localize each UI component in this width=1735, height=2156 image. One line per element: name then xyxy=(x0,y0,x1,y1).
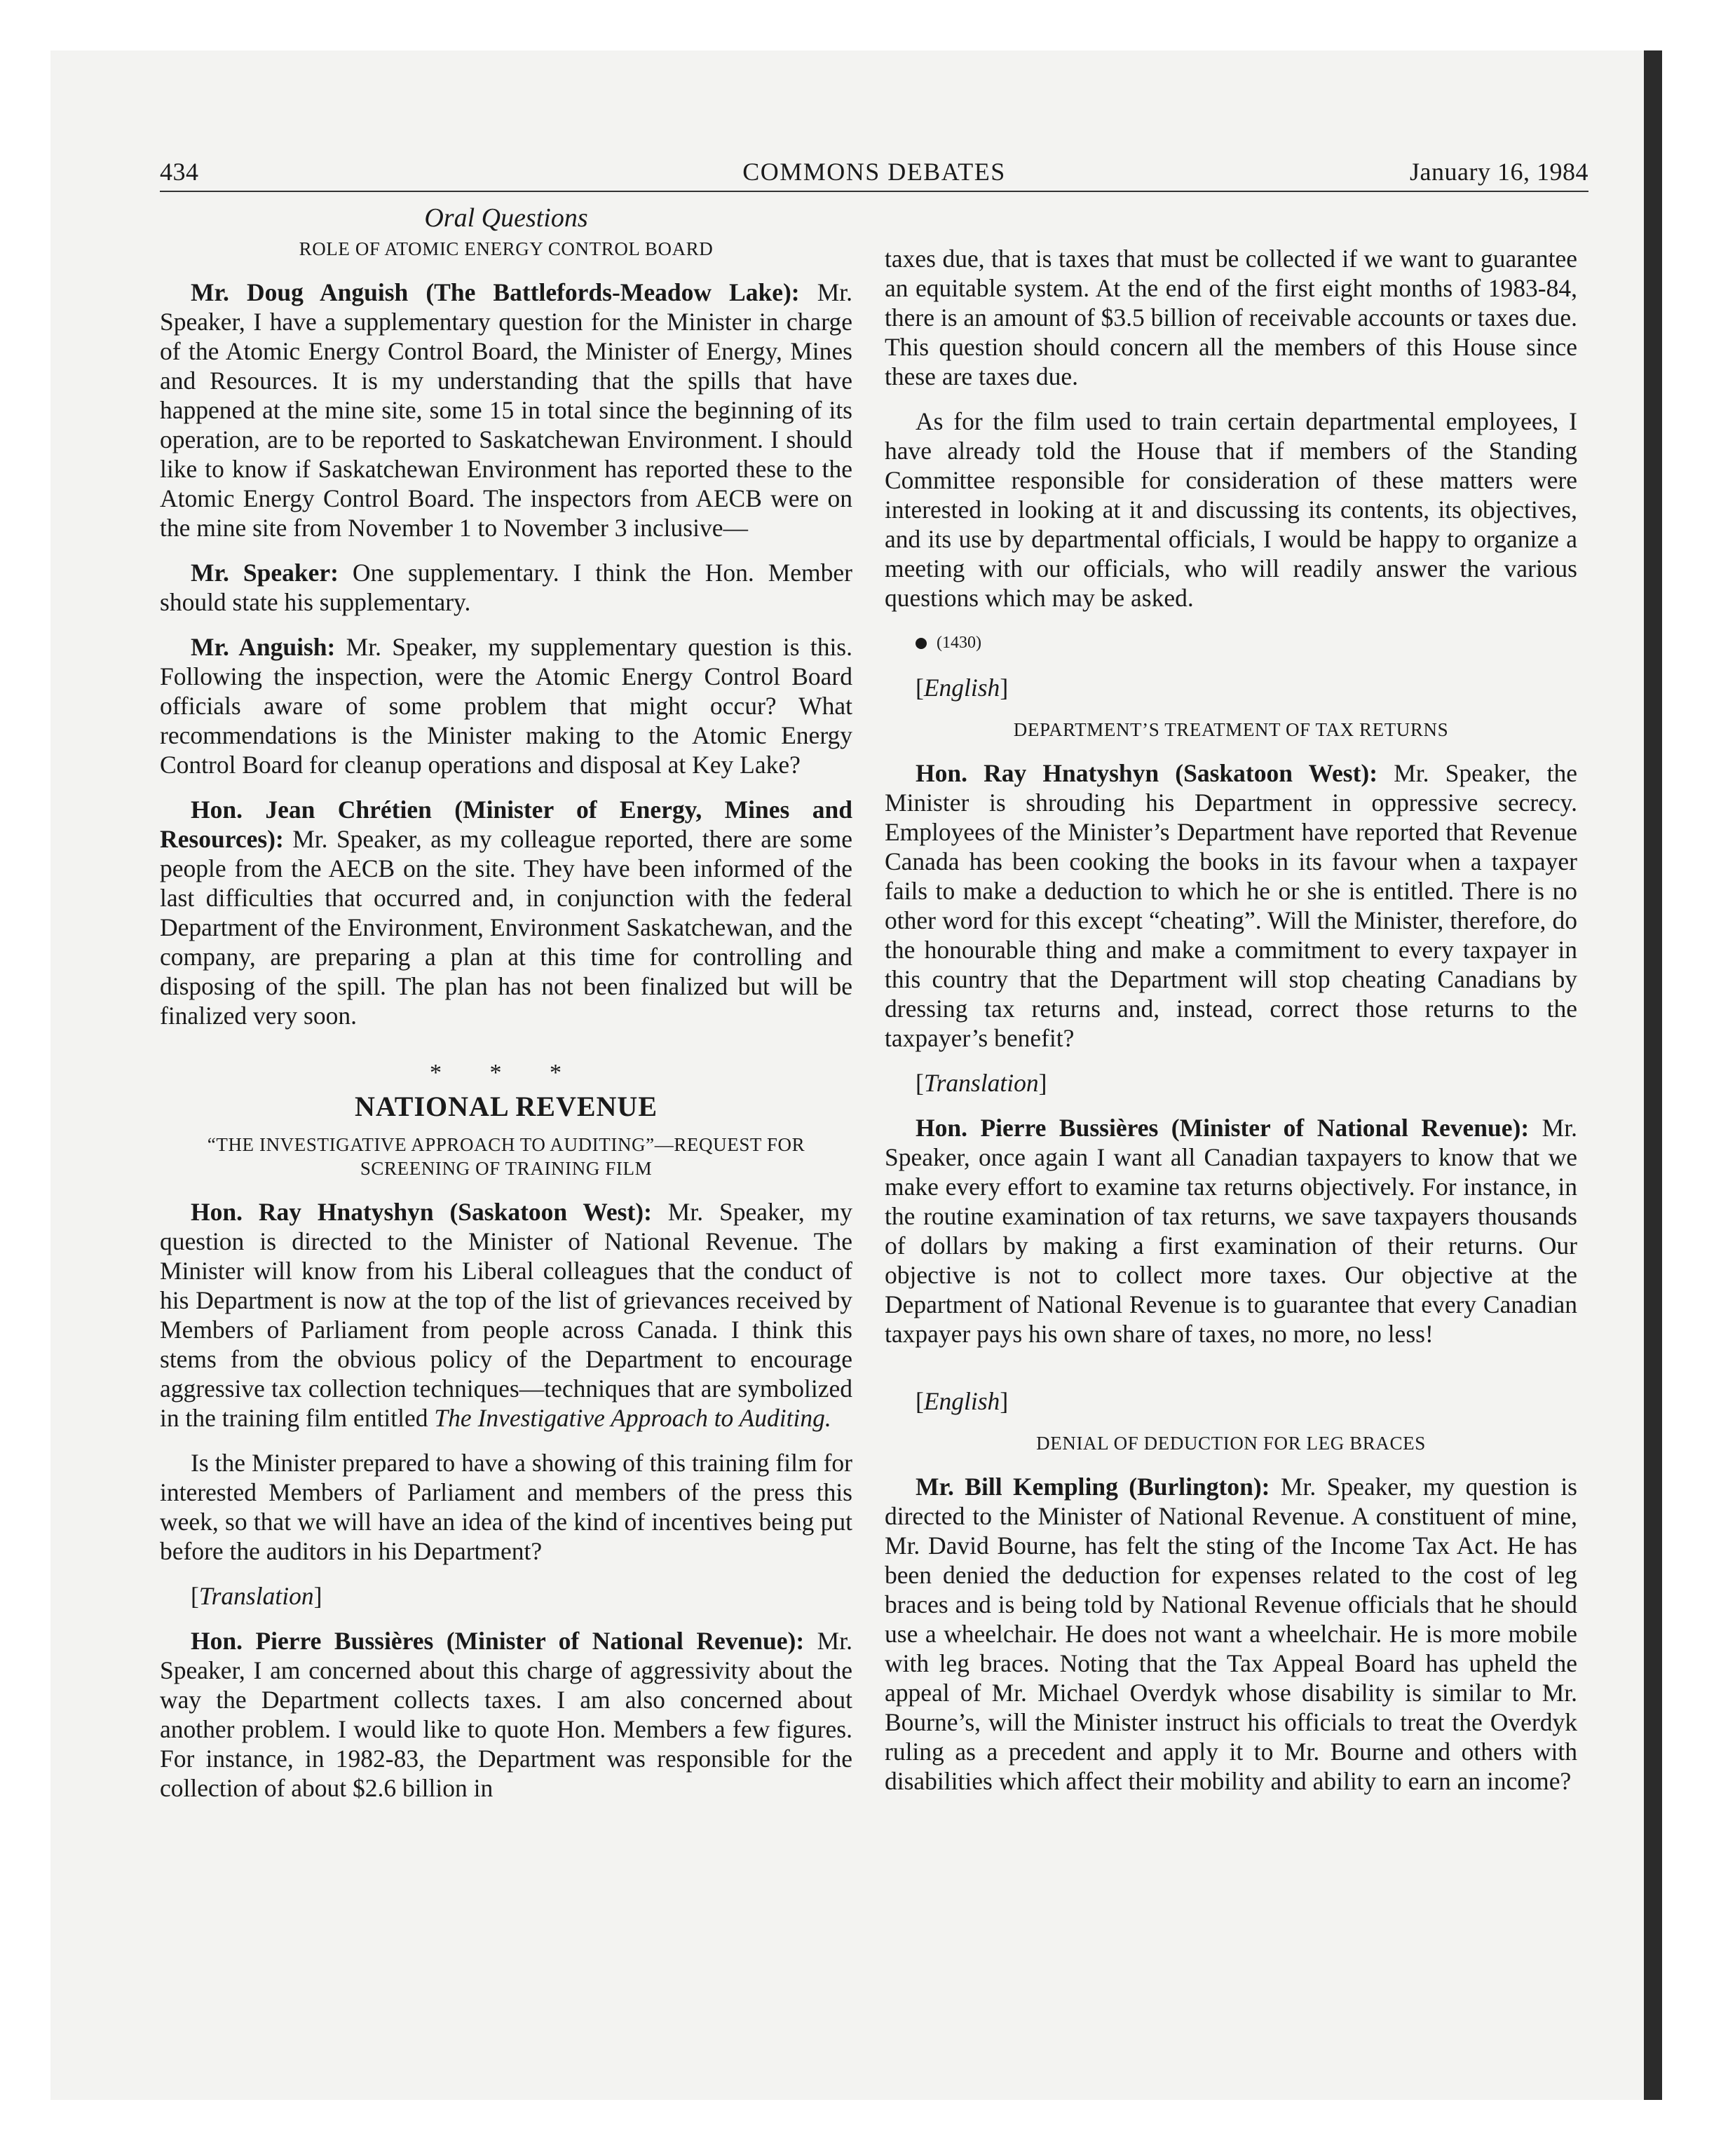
speech-text: Mr. Speaker, I am concerned about this charge of aggressivity about the way the Department collects taxes. I am also concerned about another problem. I would like to quote Hon. Members a few figures. For instance, in 1982-83, the Department was responsible for the collection of about $2.6 billion in xyxy=(160,1627,852,1802)
page-header xyxy=(160,157,1588,192)
paragraph xyxy=(160,1197,852,1433)
speaker-name: Mr. Bill Kempling (Burlington): xyxy=(916,1473,1270,1501)
language-marker: [Translation] xyxy=(191,1582,322,1610)
speaker-name: Hon. Pierre Bussières (Minister of National Revenue): xyxy=(916,1114,1530,1142)
speech-text: Mr. Speaker, once again I want all Canadian taxpayers to know that we make every effort to examine tax returns objectively. For instance, in the routine examination of tax returns, we save taxpayers thousands of dollars by making a first examination of their returns. Our objective is not to collect more taxes. Our objective at the Department of National Revenue is to guarantee that every Canadian taxpayer pays his own share of taxes, no more, no less! xyxy=(885,1114,1577,1348)
speech-text: Mr. Speaker, my supplementary question is this. Following the inspection, were the Atomic Energy Control Board officials aware of some problem that might occur? What recommendations is the Minister making to the Atomic Energy Control Board for cleanup operations and disposal at Key Lake? xyxy=(160,633,853,779)
section-oral-questions: Oral Questions xyxy=(424,203,588,233)
paragraph xyxy=(160,1626,852,1803)
language-label: Translation xyxy=(923,1069,1039,1097)
speech-text: Mr. Speaker, as my colleague reported, there are some people from the AECB on the site. They have been informed of the last difficulties that occurred and, in conjunction with the federal Department of the Environment, Environment Saskatchewan, and the company, are preparing a plan at this time for controlling and disposing of the spill. The plan has not been finalized but will be finalized very soon. xyxy=(160,825,852,1030)
paragraph xyxy=(885,1113,1577,1349)
language-marker: [English] xyxy=(916,1387,1009,1415)
speech-text: Mr. Speaker, the Minister is shrouding his Department in oppressive secrecy. Employees of the Minister’s Department have reported that Revenue Canada has been cooking the books in its favour when a taxpayer fails to make a deduction to which he or she is entitled. There is no other word for this except “cheating”. Will the Minister, therefore, do the honourable thing and make a commitment to every taxpayer in this country that the Department will stop cheating Canadians by dressing tax returns and, instead, correct those returns to the taxpayer’s benefit? xyxy=(885,759,1577,1052)
subheading-leg-braces: DENIAL OF DEDUCTION FOR LEG BRACES xyxy=(1036,1433,1426,1454)
speaker-name: Hon. Pierre Bussières (Minister of National Revenue): xyxy=(191,1627,805,1655)
publication-title: COMMONS DEBATES xyxy=(742,158,1006,186)
left-column xyxy=(160,203,852,1818)
paragraph-continued: taxes due, that is taxes that must be collected if we want to guarantee an equitable system. At the end of the first eight months of 1983-84, there is an amount of $3.5 billion of receivable accounts or taxes due. This question should concern all the members of this House since these are taxes due. xyxy=(885,245,1577,390)
publication-date: January 16, 1984 xyxy=(1410,158,1588,186)
language-label: English xyxy=(923,1387,1000,1415)
speech-text: One supplementary. I think the Hon. Member should state his supplementary. xyxy=(160,559,852,616)
time-text: (1430) xyxy=(937,634,981,652)
paragraph xyxy=(160,795,852,1030)
subheading-tax-returns: DEPARTMENT’S TREATMENT OF TAX RETURNS xyxy=(1013,719,1449,740)
language-label: Translation xyxy=(198,1582,314,1610)
film-title: The Investigative Approach to Auditing. xyxy=(434,1404,831,1432)
language-label: English xyxy=(923,674,1000,702)
language-marker: [Translation] xyxy=(916,1069,1047,1097)
section-title: NATIONAL REVENUE xyxy=(355,1091,658,1122)
language-marker: [English] xyxy=(916,674,1009,702)
paragraph xyxy=(885,758,1577,1053)
speaker-name: Mr. Anguish: xyxy=(191,633,336,661)
paragraph xyxy=(160,558,852,617)
paragraph xyxy=(160,632,852,779)
subheading-aecb: ROLE OF ATOMIC ENERGY CONTROL BOARD xyxy=(299,238,714,259)
right-column xyxy=(885,244,1577,1811)
speaker-name: Mr. Speaker: xyxy=(191,559,339,587)
time-marker xyxy=(885,628,1577,657)
speaker-name: Mr. Doug Anguish (The Battlefords-Meadow Lake): xyxy=(191,278,800,306)
paragraph: Is the Minister prepared to have a showing of this training film for interested Members of Parliament and members of the press this week, so that we will have an idea of the kind of incentives being put before the auditors in his Department? xyxy=(160,1449,852,1565)
speaker-name: Hon. Jean Chrétien (Minister of Energy, Mines and Resources): xyxy=(160,796,852,853)
paragraph xyxy=(160,278,852,543)
bullet-dot xyxy=(916,638,927,649)
section-separator: * * * xyxy=(430,1060,583,1086)
subheading-film: “THE INVESTIGATIVE APPROACH TO AUDITING”—REQUEST FOR SCREENING OF TRAINING FILM xyxy=(207,1134,805,1179)
speaker-name: Hon. Ray Hnatyshyn (Saskatoon West): xyxy=(916,759,1378,787)
speech-text: Mr. Speaker, my question is directed to the Minister of National Revenue. A constituent of mine, Mr. David Bourne, has felt the sting of the Income Tax Act. He has been denied the deduction for expenses related to the cost of leg braces and is being told by National Revenue officials that he should use a wheelchair. He does not want a wheelchair. He is more mobile with leg braces. Noting that the Tax Appeal Board has upheld the appeal of Mr. Michael Overdyk whose disability is similar to Mr. Bourne’s, will the Minister instruct his officials to treat the Overdyk ruling as a precedent and apply it to Mr. Bourne and others with disabilities which affect their mobility and ability to earn an income? xyxy=(885,1473,1577,1795)
speaker-name: Hon. Ray Hnatyshyn (Saskatoon West): xyxy=(191,1198,652,1226)
paragraph xyxy=(885,1472,1577,1796)
speech-text: Mr. Speaker, I have a supplementary question for the Minister in charge of the Atomic Energy Control Board, the Minister of Energy, Mines and Resources. It is my understanding that the spills that have happened at the mine site, some 15 in total since the beginning of its operation, are to be reported to Saskatchewan Environment. I should like to know if Saskatchewan Environment has reported these to the Atomic Energy Control Board. The inspectors from AECB were on the mine site from November 1 to November 3 inclusive— xyxy=(160,278,852,542)
page-number: 434 xyxy=(160,158,199,186)
speech-text: Mr. Speaker, my question is directed to the Minister of National Revenue. The Minister will know from his Liberal colleagues that the conduct of his Department is now at the top of the list of grievances received by Members of Parliament from people across Canada. I think this stems from the obvious policy of the Department to encourage aggressive tax collection techniques—techniques that are symbolized in the training film entitled xyxy=(160,1198,852,1432)
paragraph: As for the film used to train certain departmental employees, I have already told the House that if members of the Standing Committee responsible for consideration of these matters were interested in looking at it and discussing its contents, its objectives, and its use by departmental officials, I would be happy to organize a meeting with our officials, who will readily answer the various questions which may be asked. xyxy=(885,407,1577,612)
scan-edge-bar xyxy=(1644,50,1662,2100)
